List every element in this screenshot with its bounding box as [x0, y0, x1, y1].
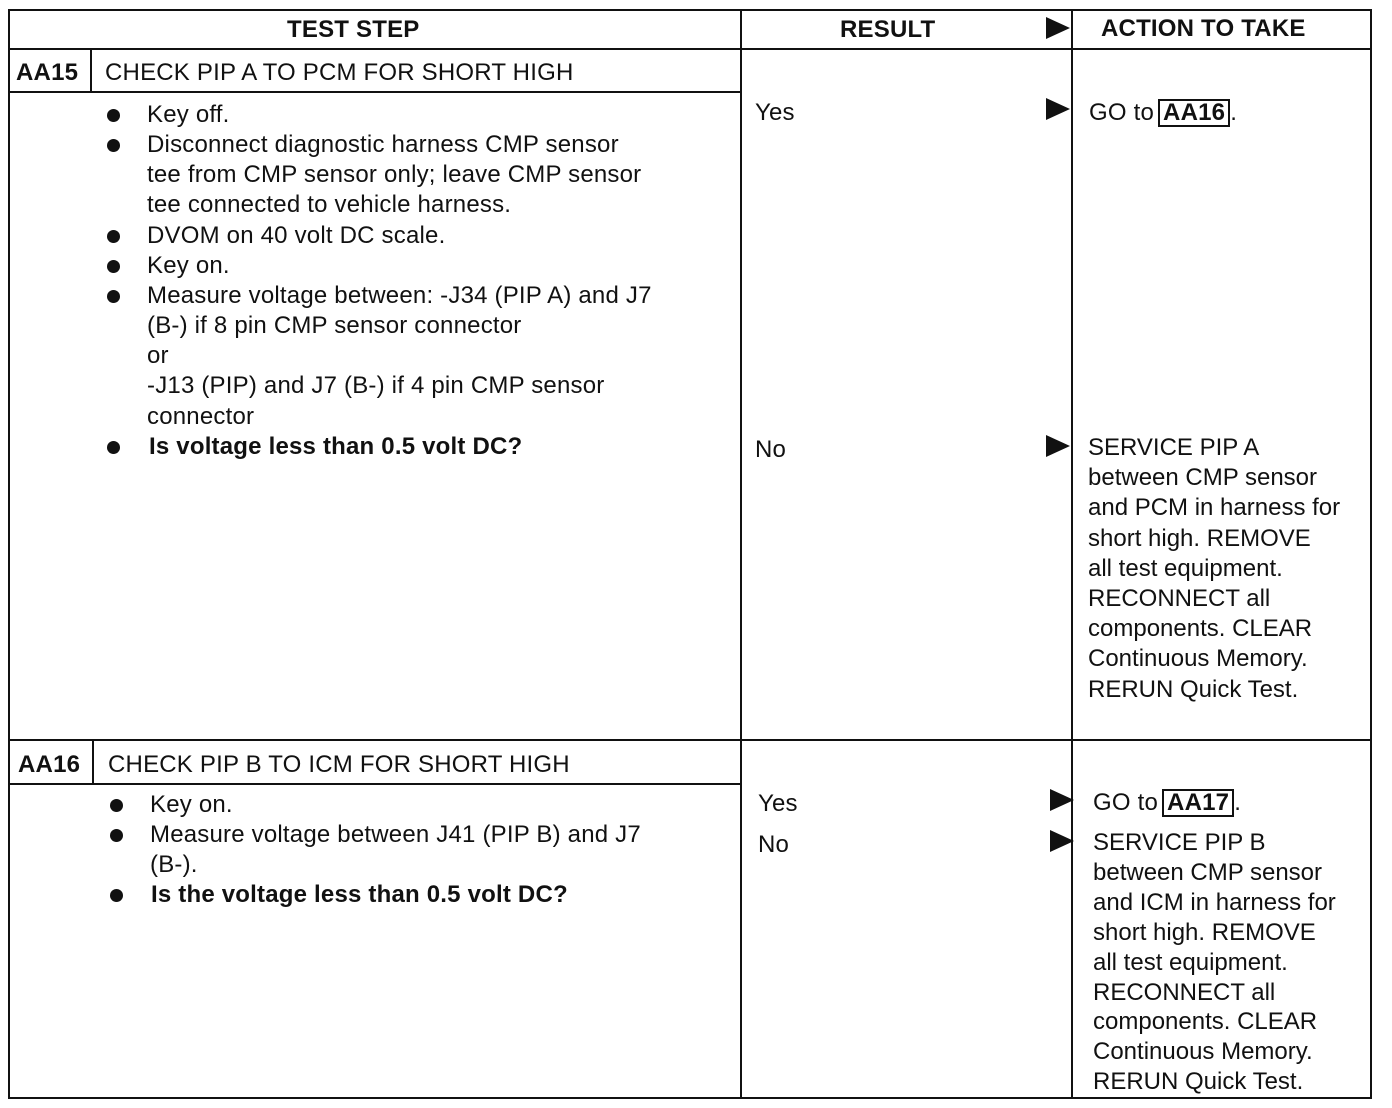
step2-id-divider — [92, 739, 94, 785]
step1-result-no: No — [755, 436, 787, 463]
step1-bullet4: Key on. — [147, 252, 230, 279]
step2-bullet2-line1: Measure voltage between J41 (PIP B) and J7 — [150, 821, 641, 848]
action-line: short high. REMOVE — [1088, 524, 1311, 552]
bullet-icon — [107, 230, 120, 243]
step1-title: CHECK PIP A TO PCM FOR SHORT HIGH — [105, 59, 574, 86]
step-divider — [8, 739, 1372, 741]
result-arrow-icon — [1050, 789, 1074, 811]
step1-question: Is voltage less than 0.5 volt DC? — [149, 433, 523, 460]
bullet-icon — [107, 290, 120, 303]
step-ref-link[interactable]: AA16 — [1158, 99, 1230, 127]
action-line: Continuous Memory. — [1093, 1038, 1313, 1066]
action-line: RECONNECT all — [1093, 978, 1276, 1006]
step2-action-yes — [1093, 788, 1241, 818]
step1-bullet5-line1: Measure voltage between: -J34 (PIP A) and J7 — [147, 282, 652, 309]
action-line: SERVICE PIP A — [1088, 434, 1260, 461]
action-line: and ICM in harness for — [1093, 888, 1336, 916]
step2-bullet1: Key on. — [150, 791, 233, 818]
bullet-icon — [107, 260, 120, 273]
action-line: RERUN Quick Test. — [1088, 675, 1299, 703]
action-line: RERUN Quick Test. — [1093, 1068, 1304, 1096]
action-line: short high. REMOVE — [1093, 918, 1316, 946]
step2-action-no — [1093, 828, 1336, 1097]
action-line: components. CLEAR — [1093, 1008, 1318, 1036]
step1-bullet2-line2: tee from CMP sensor only; leave CMP sensor — [147, 161, 642, 188]
step2-result-no: No — [758, 831, 790, 858]
table-right-border — [1370, 9, 1372, 1099]
action-line: all test equipment. — [1088, 554, 1283, 582]
step2-result-yes: Yes — [758, 790, 798, 817]
step1-bullet5-line5: connector — [147, 403, 255, 430]
step1-bullet5-line3: or — [147, 342, 169, 369]
bullet-icon — [110, 799, 123, 812]
step1-action-yes — [1089, 98, 1237, 128]
result-column-divider — [740, 9, 742, 1099]
step1-title-underline — [8, 91, 742, 93]
step1-bullet5-line2: (B-) if 8 pin CMP sensor connector — [147, 312, 522, 339]
action-suffix: . — [1230, 99, 1238, 126]
step2-title-underline — [8, 783, 742, 785]
step2-title: CHECK PIP B TO ICM FOR SHORT HIGH — [108, 751, 570, 778]
action-line: Continuous Memory. — [1088, 645, 1308, 673]
step1-id: AA15 — [16, 59, 79, 86]
table-left-border — [8, 9, 10, 1099]
step1-action-no — [1088, 433, 1340, 705]
step2-bullet2-line2: (B-). — [150, 851, 198, 878]
step1-result-yes: Yes — [755, 99, 795, 126]
action-line: all test equipment. — [1093, 948, 1288, 976]
bullet-icon — [107, 109, 120, 122]
action-line: and PCM in harness for — [1088, 494, 1341, 522]
action-line: between CMP sensor — [1093, 858, 1323, 886]
header-test-step: TEST STEP — [287, 16, 420, 43]
action-line: components. CLEAR — [1088, 615, 1313, 643]
step2-question: Is the voltage less than 0.5 volt DC? — [151, 881, 568, 908]
header-result: RESULT — [840, 16, 936, 43]
action-line: SERVICE PIP B — [1093, 829, 1266, 856]
step-ref-link[interactable]: AA17 — [1162, 789, 1234, 817]
bullet-icon — [110, 889, 123, 902]
action-go-to-text: GO to — [1093, 789, 1159, 816]
result-arrow-icon — [1046, 435, 1070, 457]
header-arrow-icon — [1046, 17, 1070, 39]
step2-id: AA16 — [18, 751, 81, 778]
result-arrow-icon — [1050, 830, 1074, 852]
action-go-to-text: GO to — [1089, 99, 1155, 126]
step1-bullet3: DVOM on 40 volt DC scale. — [147, 222, 446, 249]
header-bottom-border — [8, 48, 1372, 50]
step1-bullet1: Key off. — [147, 101, 230, 128]
bullet-icon — [110, 829, 123, 842]
bullet-icon — [107, 441, 120, 454]
header-action: ACTION TO TAKE — [1101, 15, 1306, 42]
table-top-border — [8, 9, 1372, 11]
action-column-divider — [1071, 9, 1073, 1099]
action-line: between CMP sensor — [1088, 464, 1318, 492]
step1-id-divider — [90, 48, 92, 93]
action-line: RECONNECT all — [1088, 585, 1271, 613]
bullet-icon — [107, 139, 120, 152]
step1-bullet2-line3: tee connected to vehicle harness. — [147, 191, 512, 218]
result-arrow-icon — [1046, 98, 1070, 120]
step1-bullet5-line4: -J13 (PIP) and J7 (B-) if 4 pin CMP sensor — [147, 372, 605, 399]
action-suffix: . — [1234, 789, 1242, 816]
step1-bullet2-line1: Disconnect diagnostic harness CMP sensor — [147, 131, 619, 158]
table-bottom-border — [8, 1097, 1372, 1099]
